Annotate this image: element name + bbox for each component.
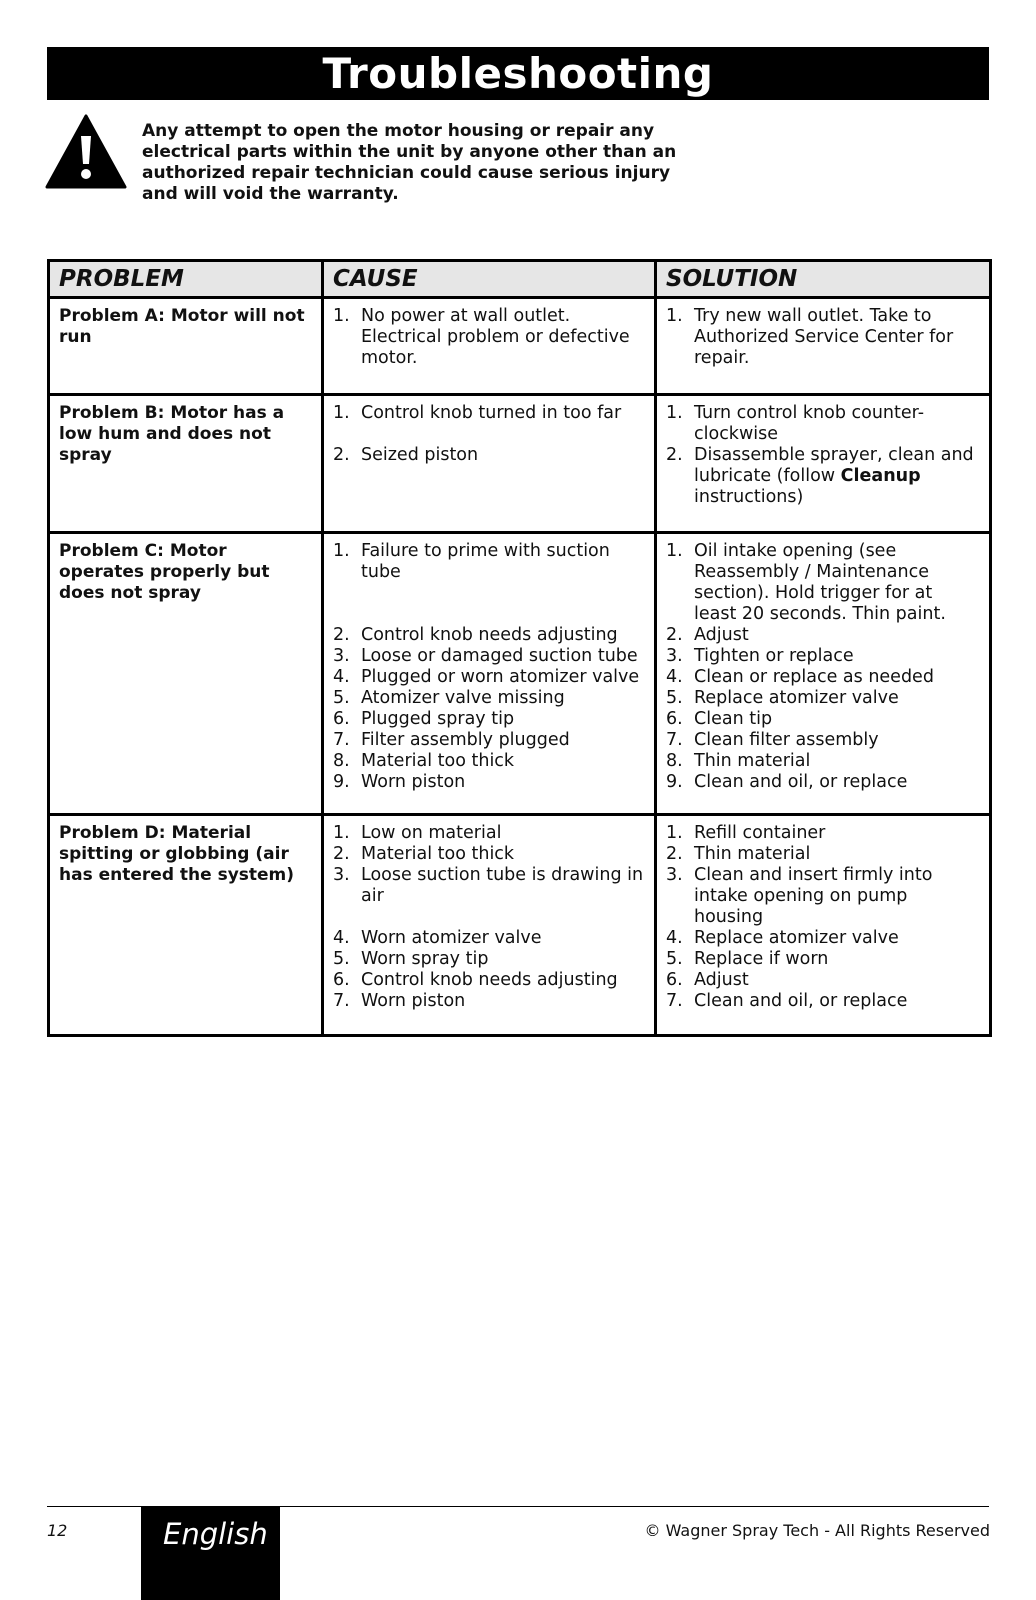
- item-number: 7.: [666, 991, 683, 1011]
- list-item: [666, 991, 980, 1012]
- item-text: [361, 751, 645, 772]
- item-number: 1.: [333, 403, 350, 423]
- item-text-main: Thin material: [694, 751, 811, 771]
- item-text: [361, 970, 645, 991]
- list-item: [666, 949, 980, 970]
- list-item: [333, 844, 645, 865]
- list-item: [333, 445, 645, 466]
- list-item: [333, 667, 645, 688]
- item-number: 3.: [666, 646, 683, 666]
- item-number: 4.: [333, 928, 350, 948]
- solution-cell: [656, 533, 991, 815]
- item-text: [694, 865, 980, 928]
- item-text: [694, 928, 980, 949]
- list-item: [333, 823, 645, 844]
- item-text-main: Replace atomizer valve: [694, 688, 899, 708]
- item-text-main: Clean or replace as needed: [694, 667, 934, 687]
- item-text-main: Material too thick: [361, 844, 515, 864]
- item-number: 4.: [666, 667, 683, 687]
- item-number: 3.: [333, 865, 350, 885]
- solution-list: [666, 823, 980, 1012]
- item-text: [361, 445, 645, 466]
- list-item: [333, 949, 645, 970]
- item-text-main: Worn piston: [361, 772, 466, 792]
- cause-cell: [323, 395, 656, 533]
- list-item: [666, 403, 980, 445]
- table-row: [49, 815, 991, 1036]
- header-solution: SOLUTION: [656, 261, 991, 298]
- item-text-main: Plugged or worn atomizer valve: [361, 667, 640, 687]
- item-text: [694, 709, 980, 730]
- item-text: [361, 403, 645, 424]
- problem-cell: Problem A: Motor will not run: [49, 298, 323, 395]
- item-number: 6.: [333, 970, 350, 990]
- item-text-main: Clean and oil, or replace: [694, 991, 908, 1011]
- item-number: 3.: [666, 865, 683, 885]
- list-item: [666, 306, 980, 369]
- item-number: 9.: [666, 772, 683, 792]
- title-bar: [47, 47, 989, 100]
- list-item: [666, 844, 980, 865]
- item-text: [694, 970, 980, 991]
- page-title: Troubleshooting: [322, 48, 714, 98]
- list-item: [666, 625, 980, 646]
- problem-cell: Problem C: Motor operates properly but does not spray: [49, 533, 323, 815]
- item-text: [694, 306, 980, 369]
- list-item: [666, 772, 980, 793]
- item-number: 2.: [333, 445, 350, 465]
- item-number: 6.: [666, 709, 683, 729]
- item-text-main: Loose or damaged suction tube: [361, 646, 638, 666]
- item-number: 2.: [666, 844, 683, 864]
- item-text: [694, 646, 980, 667]
- list-item: [333, 306, 645, 369]
- item-text: [361, 949, 645, 970]
- item-number: 2.: [333, 625, 350, 645]
- cause-list: [333, 541, 645, 793]
- table-row: [49, 533, 991, 815]
- solution-list: [666, 403, 980, 508]
- item-number: 1.: [666, 403, 683, 423]
- list-item: [333, 970, 645, 991]
- item-text-main: Loose suction tube is drawing in air: [361, 865, 644, 906]
- header-cause: CAUSE: [323, 261, 656, 298]
- list-item: [666, 709, 980, 730]
- item-number: 1.: [666, 823, 683, 843]
- cause-list: [333, 823, 645, 1012]
- item-text: [694, 991, 980, 1012]
- item-text: [361, 541, 645, 583]
- item-text-main: Tighten or replace: [694, 646, 854, 666]
- item-text-main: Atomizer valve missing: [361, 688, 565, 708]
- item-text-main: Clean tip: [694, 709, 773, 729]
- list-item: [333, 625, 645, 646]
- item-number: 9.: [333, 772, 350, 792]
- list-item: [333, 865, 645, 907]
- item-text: [694, 772, 980, 793]
- item-text: [361, 823, 645, 844]
- item-number: 4.: [333, 667, 350, 687]
- item-text: [694, 949, 980, 970]
- list-item: [666, 541, 980, 625]
- item-text: [361, 844, 645, 865]
- item-number: 5.: [666, 688, 683, 708]
- item-text: [694, 625, 980, 646]
- item-text-after: instructions): [694, 487, 804, 507]
- list-item: [333, 751, 645, 772]
- item-text: [361, 730, 645, 751]
- item-number: 3.: [333, 646, 350, 666]
- item-text: [361, 688, 645, 709]
- item-text-main: Plugged spray tip: [361, 709, 515, 729]
- cause-list: [333, 306, 645, 369]
- item-text-main: Worn piston: [361, 991, 466, 1011]
- solution-cell: [656, 298, 991, 395]
- cause-list: [333, 403, 645, 466]
- item-text-main: Control knob needs adjusting: [361, 625, 618, 645]
- item-text-main: Oil intake opening (see Reassembly / Maintenance section). Hold trigger for at least 20 seconds. Thin paint.: [694, 541, 946, 624]
- language-label: English: [163, 1517, 268, 1551]
- item-text: [361, 772, 645, 793]
- item-text-main: Filter assembly plugged: [361, 730, 570, 750]
- item-text-main: Disassemble sprayer, clean and lubricate (follow: [694, 445, 974, 486]
- item-text: [694, 823, 980, 844]
- item-number: 4.: [666, 928, 683, 948]
- table-row: [49, 395, 991, 533]
- item-text-main: Replace atomizer valve: [694, 928, 899, 948]
- item-text: [694, 541, 980, 625]
- list-item: [666, 688, 980, 709]
- item-text-main: Worn atomizer valve: [361, 928, 542, 948]
- item-text-main: Try new wall outlet. Take to Authorized Service Center for repair.: [694, 306, 954, 368]
- item-text: [694, 730, 980, 751]
- solution-list: [666, 306, 980, 369]
- item-text-main: Control knob needs adjusting: [361, 970, 618, 990]
- list-item: [666, 970, 980, 991]
- list-item: [666, 928, 980, 949]
- item-number: 5.: [333, 688, 350, 708]
- copyright-notice: © Wagner Spray Tech - All Rights Reserved: [644, 1521, 990, 1540]
- list-item: [333, 688, 645, 709]
- item-text-main: Seized piston: [361, 445, 479, 465]
- list-item: [666, 865, 980, 928]
- list-item: [333, 991, 645, 1012]
- warning-triangle-icon: [45, 114, 127, 189]
- item-number: 7.: [666, 730, 683, 750]
- cause-cell: [323, 298, 656, 395]
- item-number: 1.: [333, 541, 350, 561]
- list-item: [333, 709, 645, 730]
- language-tab: [141, 1507, 280, 1600]
- item-number: 1.: [333, 306, 350, 326]
- item-text-main: Adjust: [694, 970, 749, 990]
- warning-text: Any attempt to open the motor housing or repair any electrical parts within the unit by anyone other than an authorized repair technician could cause serious injury and will void the warranty.: [142, 121, 677, 204]
- list-item: [333, 646, 645, 667]
- problem-cell: Problem D: Material spitting or globbing (air has entered the system): [49, 815, 323, 1036]
- item-text: [361, 667, 645, 688]
- list-item: [666, 646, 980, 667]
- item-text: [361, 646, 645, 667]
- item-text-main: Replace if worn: [694, 949, 829, 969]
- item-text-main: Clean and oil, or replace: [694, 772, 908, 792]
- solution-cell: [656, 815, 991, 1036]
- item-number: 2.: [333, 844, 350, 864]
- item-number: 8.: [666, 751, 683, 771]
- item-number: 7.: [333, 991, 350, 1011]
- list-item: [333, 772, 645, 793]
- list-item: [666, 730, 980, 751]
- item-text: [361, 991, 645, 1012]
- item-text: [694, 688, 980, 709]
- item-text: [361, 709, 645, 730]
- item-text: [694, 667, 980, 688]
- item-number: 7.: [333, 730, 350, 750]
- list-item: [666, 823, 980, 844]
- cause-cell: [323, 533, 656, 815]
- list-item: [333, 730, 645, 751]
- list-item: [666, 667, 980, 688]
- list-item: [333, 403, 645, 424]
- list-item: [666, 445, 980, 508]
- item-text-bold: Cleanup: [840, 466, 921, 486]
- item-text-main: Control knob turned in too far: [361, 403, 622, 423]
- item-text: [361, 928, 645, 949]
- troubleshooting-table: [47, 259, 992, 1037]
- item-text-main: Thin material: [694, 844, 811, 864]
- page-number: 12: [47, 1521, 68, 1540]
- item-number: 5.: [333, 949, 350, 969]
- item-text-main: No power at wall outlet. Electrical problem or defective motor.: [361, 306, 630, 368]
- table-header-row: [49, 261, 991, 298]
- list-item: [666, 751, 980, 772]
- problem-cell: Problem B: Motor has a low hum and does not spray: [49, 395, 323, 533]
- item-text-main: Adjust: [694, 625, 749, 645]
- header-problem: PROBLEM: [49, 261, 323, 298]
- item-text-main: Low on material: [361, 823, 502, 843]
- item-text-main: Worn spray tip: [361, 949, 489, 969]
- list-item: [333, 541, 645, 583]
- item-number: 2.: [666, 625, 683, 645]
- item-number: 1.: [666, 306, 683, 326]
- item-text: [694, 445, 980, 508]
- table-row: [49, 298, 991, 395]
- item-number: 1.: [666, 541, 683, 561]
- item-number: 6.: [666, 970, 683, 990]
- cause-cell: [323, 815, 656, 1036]
- item-number: 8.: [333, 751, 350, 771]
- solution-cell: [656, 395, 991, 533]
- item-text: [361, 865, 645, 907]
- item-text-main: Clean filter assembly: [694, 730, 879, 750]
- item-text: [694, 751, 980, 772]
- item-text-main: Material too thick: [361, 751, 515, 771]
- item-text-main: Refill container: [694, 823, 826, 843]
- item-text-main: Turn control knob counter-clockwise: [694, 403, 925, 444]
- item-number: 6.: [333, 709, 350, 729]
- item-text: [694, 403, 980, 445]
- item-text-main: Failure to prime with suction tube: [361, 541, 610, 582]
- item-text: [361, 625, 645, 646]
- solution-list: [666, 541, 980, 793]
- item-text: [361, 306, 645, 369]
- item-number: 5.: [666, 949, 683, 969]
- list-item: [333, 928, 645, 949]
- item-text: [694, 844, 980, 865]
- item-number: 1.: [333, 823, 350, 843]
- item-text-main: Clean and insert firmly into intake opening on pump housing: [694, 865, 933, 927]
- item-number: 2.: [666, 445, 683, 465]
